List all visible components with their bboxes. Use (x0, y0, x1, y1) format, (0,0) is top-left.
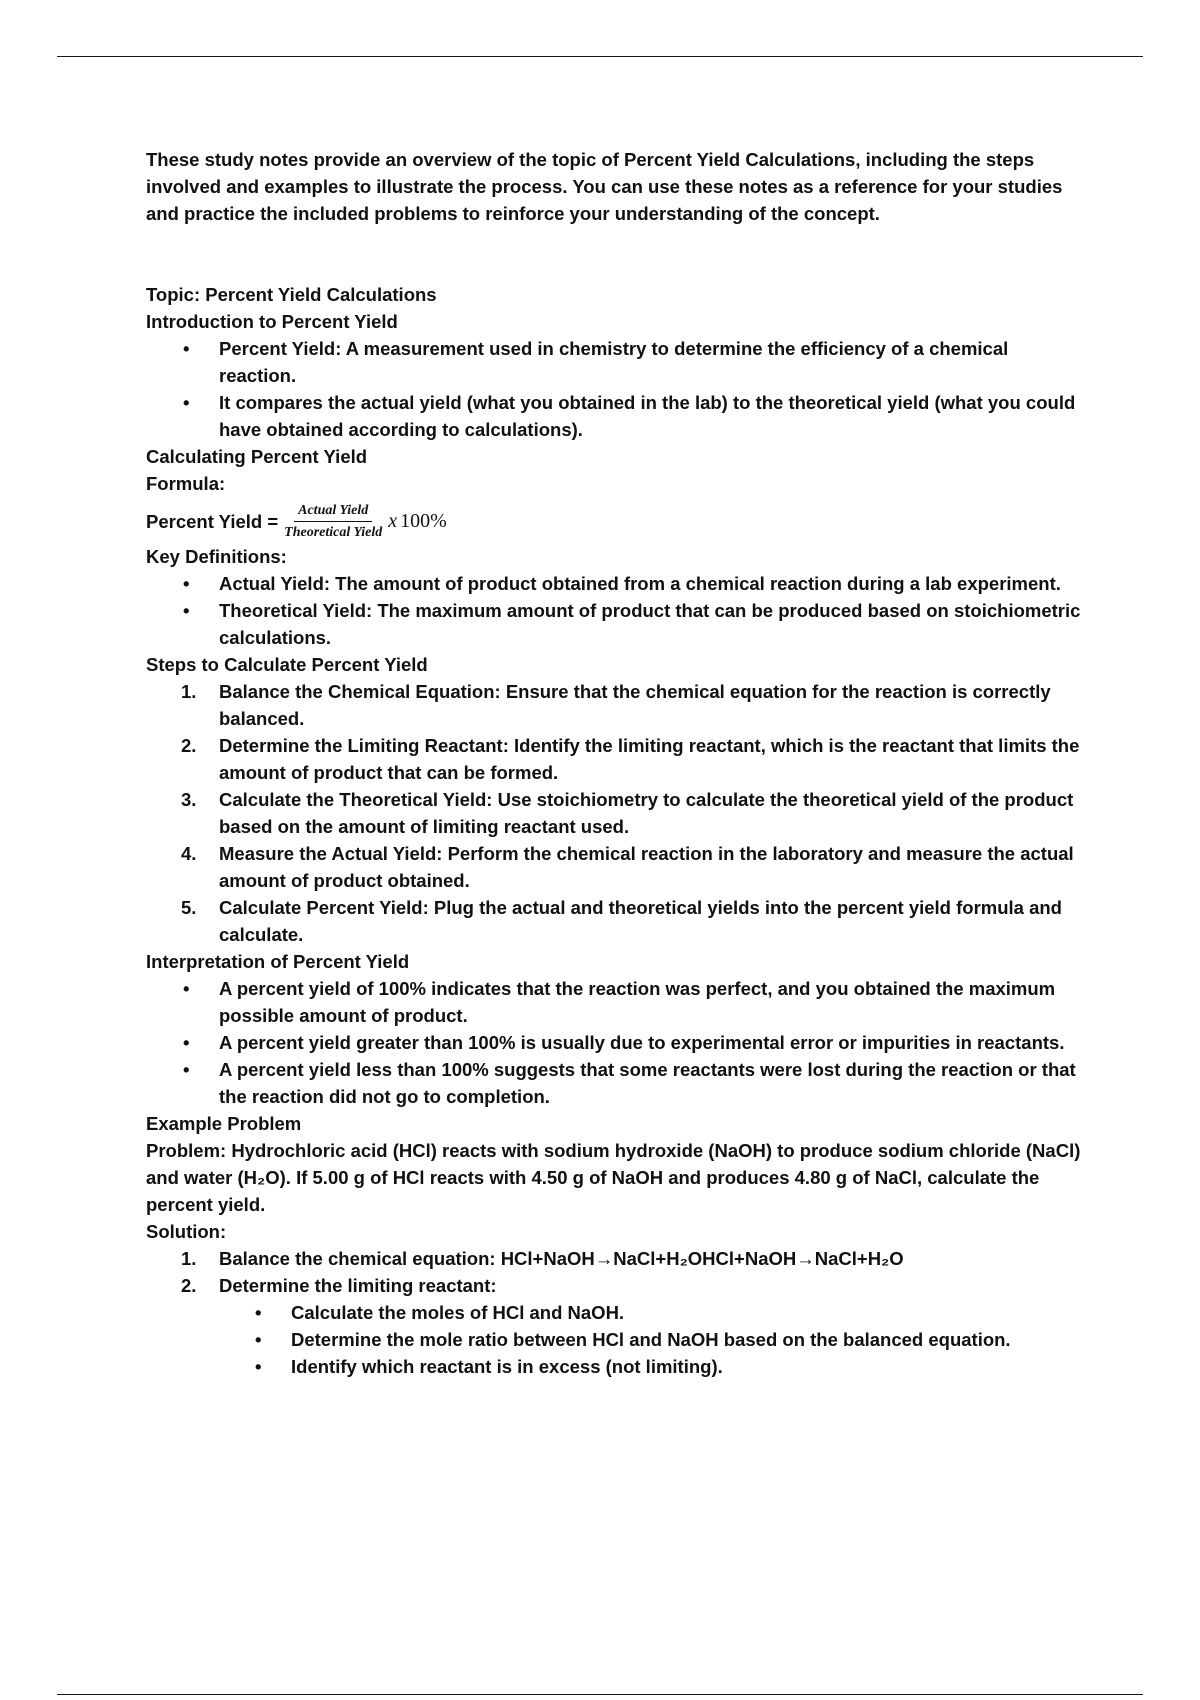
topic-heading: Topic: Percent Yield Calculations (146, 284, 437, 305)
list-item (219, 1326, 1086, 1353)
list-item-text: Calculate Percent Yield: Plug the actual and theoretical yields into the percent yield formula and calculate. (219, 897, 1062, 945)
list-item-text: Calculate the moles of HCl and NaOH. (291, 1302, 625, 1323)
formula-lhs: Percent Yield = (146, 510, 279, 532)
bullet-icon: • (183, 1059, 190, 1080)
step-number: 4. (181, 843, 197, 864)
list-item-text: Theoretical Yield: The maximum amount of product that can be produced based on stoichiometric calculations. (219, 600, 1081, 648)
percent-yield-formula (146, 499, 1086, 543)
bullet-icon: • (183, 392, 190, 413)
formula-numerator: Actual Yield (294, 502, 372, 522)
list-item (146, 389, 1086, 443)
formula-multiplier (388, 508, 447, 535)
list-item-text: It compares the actual yield (what you obtained in the lab) to the theoretical yield (what you could have obtained according to calculations). (219, 392, 1076, 440)
bullet-icon: • (183, 338, 190, 359)
list-item (146, 1245, 1086, 1272)
introduction-list (146, 335, 1086, 443)
example-problem: Problem: Hydrochloric acid (HCl) reacts with sodium hydroxide (NaOH) to produce sodium chloride (NaCl) and water (H₂O). If 5.00 g of HCl reacts with 4.50 g of NaOH and produces 4.80 g of NaCl, calculate the percent yield. (146, 1140, 1081, 1215)
steps-heading: Steps to Calculate Percent Yield (146, 654, 428, 675)
list-item-text: Balance the chemical equation: HCl+NaOH→NaCl+H₂OHCl+NaOH→NaCl+H₂O (219, 1248, 904, 1269)
list-item (146, 975, 1086, 1029)
list-item (146, 1056, 1086, 1110)
formula-hundred-percent: 100% (400, 509, 447, 532)
step-number: 1. (181, 1248, 197, 1269)
interpretation-list (146, 975, 1086, 1110)
formula-fraction (282, 502, 384, 541)
list-item (146, 597, 1086, 651)
bullet-icon: • (255, 1329, 262, 1350)
list-item-text: Percent Yield: A measurement used in chemistry to determine the efficiency of a chemical reaction. (219, 338, 1009, 386)
list-item (219, 1353, 1086, 1380)
example-heading: Example Problem (146, 1113, 302, 1134)
definitions-heading: Key Definitions: (146, 546, 287, 567)
list-item-text: A percent yield less than 100% suggests that some reactants were lost during the reaction or that the reaction did not go to completion. (219, 1059, 1076, 1107)
steps-list (146, 678, 1086, 948)
list-item-text: A percent yield greater than 100% is usually due to experimental error or impurities in reactants. (219, 1032, 1065, 1053)
list-item-text: Determine the Limiting Reactant: Identify the limiting reactant, which is the reactant that limits the amount of product that can be formed. (219, 735, 1080, 783)
list-item (146, 786, 1086, 840)
bottom-rule (57, 1694, 1143, 1695)
step-number: 2. (181, 735, 197, 756)
list-item (146, 732, 1086, 786)
list-item (146, 570, 1086, 597)
list-item-text: Determine the limiting reactant: (219, 1275, 497, 1296)
solution-steps-list (146, 1245, 1086, 1380)
top-rule (57, 56, 1143, 57)
step-number: 5. (181, 897, 197, 918)
document-body (146, 146, 1086, 1380)
list-item-text: A percent yield of 100% indicates that the reaction was perfect, and you obtained the maximum possible amount of product. (219, 978, 1056, 1026)
interpretation-heading: Interpretation of Percent Yield (146, 951, 410, 972)
list-item (146, 840, 1086, 894)
bullet-icon: • (183, 600, 190, 621)
list-item-text: Actual Yield: The amount of product obtained from a chemical reaction during a lab experiment. (219, 573, 1061, 594)
bullet-icon: • (183, 1032, 190, 1053)
introduction-heading: Introduction to Percent Yield (146, 311, 398, 332)
definitions-list (146, 570, 1086, 651)
step-number: 3. (181, 789, 197, 810)
bullet-icon: • (183, 573, 190, 594)
list-item-text: Calculate the Theoretical Yield: Use stoichiometry to calculate the theoretical yield of the product based on the amount of limiting reactant used. (219, 789, 1074, 837)
list-item-text: Determine the mole ratio between HCl and NaOH based on the balanced equation. (291, 1329, 1011, 1350)
calculating-heading: Calculating Percent Yield (146, 446, 368, 467)
list-item (146, 1029, 1086, 1056)
list-item (219, 1299, 1086, 1326)
limiting-reactant-sublist (219, 1299, 1086, 1380)
list-item-text: Balance the Chemical Equation: Ensure that the chemical equation for the reaction is correctly balanced. (219, 681, 1051, 729)
bullet-icon: • (255, 1302, 262, 1323)
solution-label: Solution: (146, 1221, 227, 1242)
formula-label: Formula: (146, 473, 226, 494)
list-item (146, 1272, 1086, 1380)
step-number: 1. (181, 681, 197, 702)
list-item (146, 335, 1086, 389)
bullet-icon: • (183, 978, 190, 999)
step-number: 2. (181, 1275, 197, 1296)
list-item (146, 678, 1086, 732)
list-item-text: Identify which reactant is in excess (not limiting). (291, 1356, 723, 1377)
formula-denominator: Theoretical Yield (284, 524, 383, 540)
list-item-text: Measure the Actual Yield: Perform the chemical reaction in the laboratory and measure the actual amount of product obtained. (219, 843, 1074, 891)
intro-paragraph: These study notes provide an overview of the topic of Percent Yield Calculations, including the steps involved and examples to illustrate the process. You can use these notes as a reference for your studies and practice the included problems to reinforce your understanding of the concept. (146, 149, 1063, 224)
list-item (146, 894, 1086, 948)
bullet-icon: • (255, 1356, 262, 1377)
formula-times: x (388, 509, 398, 532)
